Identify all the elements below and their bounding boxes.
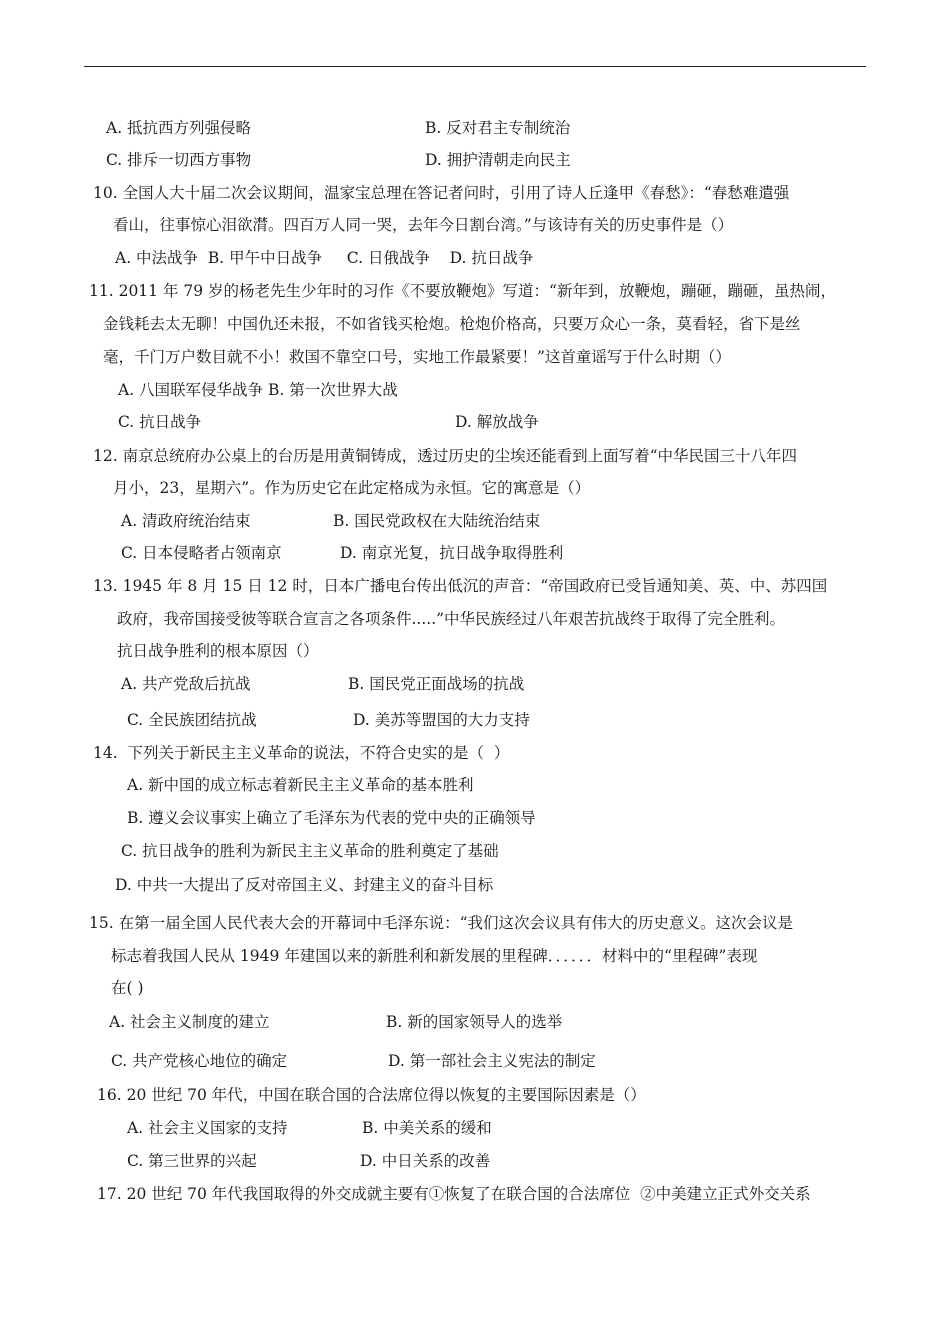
q16-stem: 16. 20 世纪 70 年代，中国在联合国的合法席位得以恢复的主要国际因素是（）: [97, 1086, 646, 1104]
q16-option-b: B. 中美关系的缓和: [362, 1119, 492, 1137]
q13-option-b: B. 国民党正面战场的抗战: [348, 675, 525, 693]
q10-options: A. 中法战争 B. 甲午中日战争 C. 日俄战争 D. 抗日战争: [115, 249, 534, 267]
q12-option-b: B. 国民党政权在大陆统治结束: [333, 512, 541, 530]
q15-option-a: A. 社会主义制度的建立: [109, 1013, 270, 1031]
q13-stem-line3: 抗日战争胜利的根本原因（）: [117, 642, 319, 660]
q12-stem-line2: 月小，23，星期六”。作为历史它在此定格成为永恒。它的寓意是（）: [113, 479, 591, 497]
q12-option-c: C. 日本侵略者占领南京: [121, 544, 282, 562]
q14-option-d: D. 中共一大提出了反对帝国主义、封建主义的奋斗目标: [115, 876, 494, 894]
q11-option-ab: A. 八国联军侵华战争 B. 第一次世界大战: [118, 381, 398, 399]
q16-option-c: C. 第三世界的兴起: [127, 1152, 257, 1170]
q17-stem: 17. 20 世纪 70 年代我国取得的外交成就主要有①恢复了在联合国的合法席位 ②中美建立正式外交关系: [97, 1185, 811, 1203]
q15-stem-line3: 在( ): [111, 979, 144, 997]
q15-stem-line1: 15. 在第一届全国人民代表大会的开幕词中毛泽东说：“我们这次会议具有伟大的历史意义。这次会议是: [89, 914, 794, 932]
q12-option-d: D. 南京光复，抗日战争取得胜利: [340, 544, 564, 562]
q9-option-b: B. 反对君主专制统治: [425, 119, 571, 137]
header-rule: [84, 66, 866, 67]
q14-option-b: B. 遵义会议事实上确立了毛泽东为代表的党中央的正确领导: [127, 809, 536, 827]
q12-stem-line1: 12. 南京总统府办公桌上的台历是用黄铜铸成，透过历史的尘埃还能看到上面写着“中华民国三十八年四: [93, 447, 798, 465]
q16-option-d: D. 中日关系的改善: [360, 1152, 491, 1170]
q10-stem-line1: 10. 全国人大十届二次会议期间，温家宝总理在答记者问时，引用了诗人丘逢甲《春愁》：“春愁难遣强: [93, 184, 790, 202]
q14-option-c: C. 抗日战争的胜利为新民主主义革命的胜利奠定了基础: [121, 842, 499, 860]
q11-stem-line3: 毫，千门万户数目就不小！救国不靠空口号，实地工作最紧要！”这首童谣写于什么时期（）: [103, 348, 731, 366]
q11-stem-line1: 11. 2011 年 79 岁的杨老先生少年时的习作《不要放鞭炮》写道：“新年到，放鞭炮，蹦砸，蹦砸，虽热闹，: [89, 282, 836, 300]
q9-option-d: D. 拥护清朝走向民主: [425, 151, 571, 169]
q14-option-a: A. 新中国的成立标志着新民主主义革命的基本胜利: [127, 776, 474, 794]
q15-option-d: D. 第一部社会主义宪法的制定: [388, 1052, 596, 1070]
q16-option-a: A. 社会主义国家的支持: [127, 1119, 288, 1137]
q14-stem: 14. 下列关于新民主主义革命的说法，不符合史实的是（ ）: [93, 744, 510, 762]
q11-option-d: D. 解放战争: [455, 413, 539, 431]
q11-option-c: C. 抗日战争: [118, 413, 202, 431]
q13-stem-line2: 政府，我帝国接受彼等联合宣言之各项条件.....”中华民族经过八年艰苦抗战终于取得了完全胜利。: [117, 610, 786, 628]
q15-option-c: C. 共产党核心地位的确定: [111, 1052, 288, 1070]
q13-option-d: D. 美苏等盟国的大力支持: [353, 711, 530, 729]
q12-option-a: A. 清政府统治结束: [121, 512, 251, 530]
q13-option-c: C. 全民族团结抗战: [127, 711, 257, 729]
q9-option-c: C. 排斥一切西方事物: [106, 151, 252, 169]
q11-stem-line2: 金钱耗去太无聊！中国仇还未报，不如省钱买枪炮。枪炮价格高，只要万众心一条，莫看轻，省下是丝: [103, 315, 801, 333]
q15-option-b: B. 新的国家领导人的选举: [386, 1013, 563, 1031]
q13-option-a: A. 共产党敌后抗战: [121, 675, 251, 693]
q15-stem-line2: 标志着我国人民从 1949 年建国以来的新胜利和新发展的里程碑．．．．．．材料中的“里程碑”表现: [111, 947, 758, 965]
q9-option-a: A. 抵抗西方列强侵略: [106, 119, 252, 137]
q13-stem-line1: 13. 1945 年 8 月 15 日 12 时，日本广播电台传出低沉的声音：“帝国政府已受旨通知美、英、中、苏四国: [93, 577, 828, 595]
q10-stem-line2: 看山，往事惊心泪欲潸。四百万人同一哭，去年今日割台湾。”与该诗有关的历史事件是（）: [113, 216, 734, 234]
